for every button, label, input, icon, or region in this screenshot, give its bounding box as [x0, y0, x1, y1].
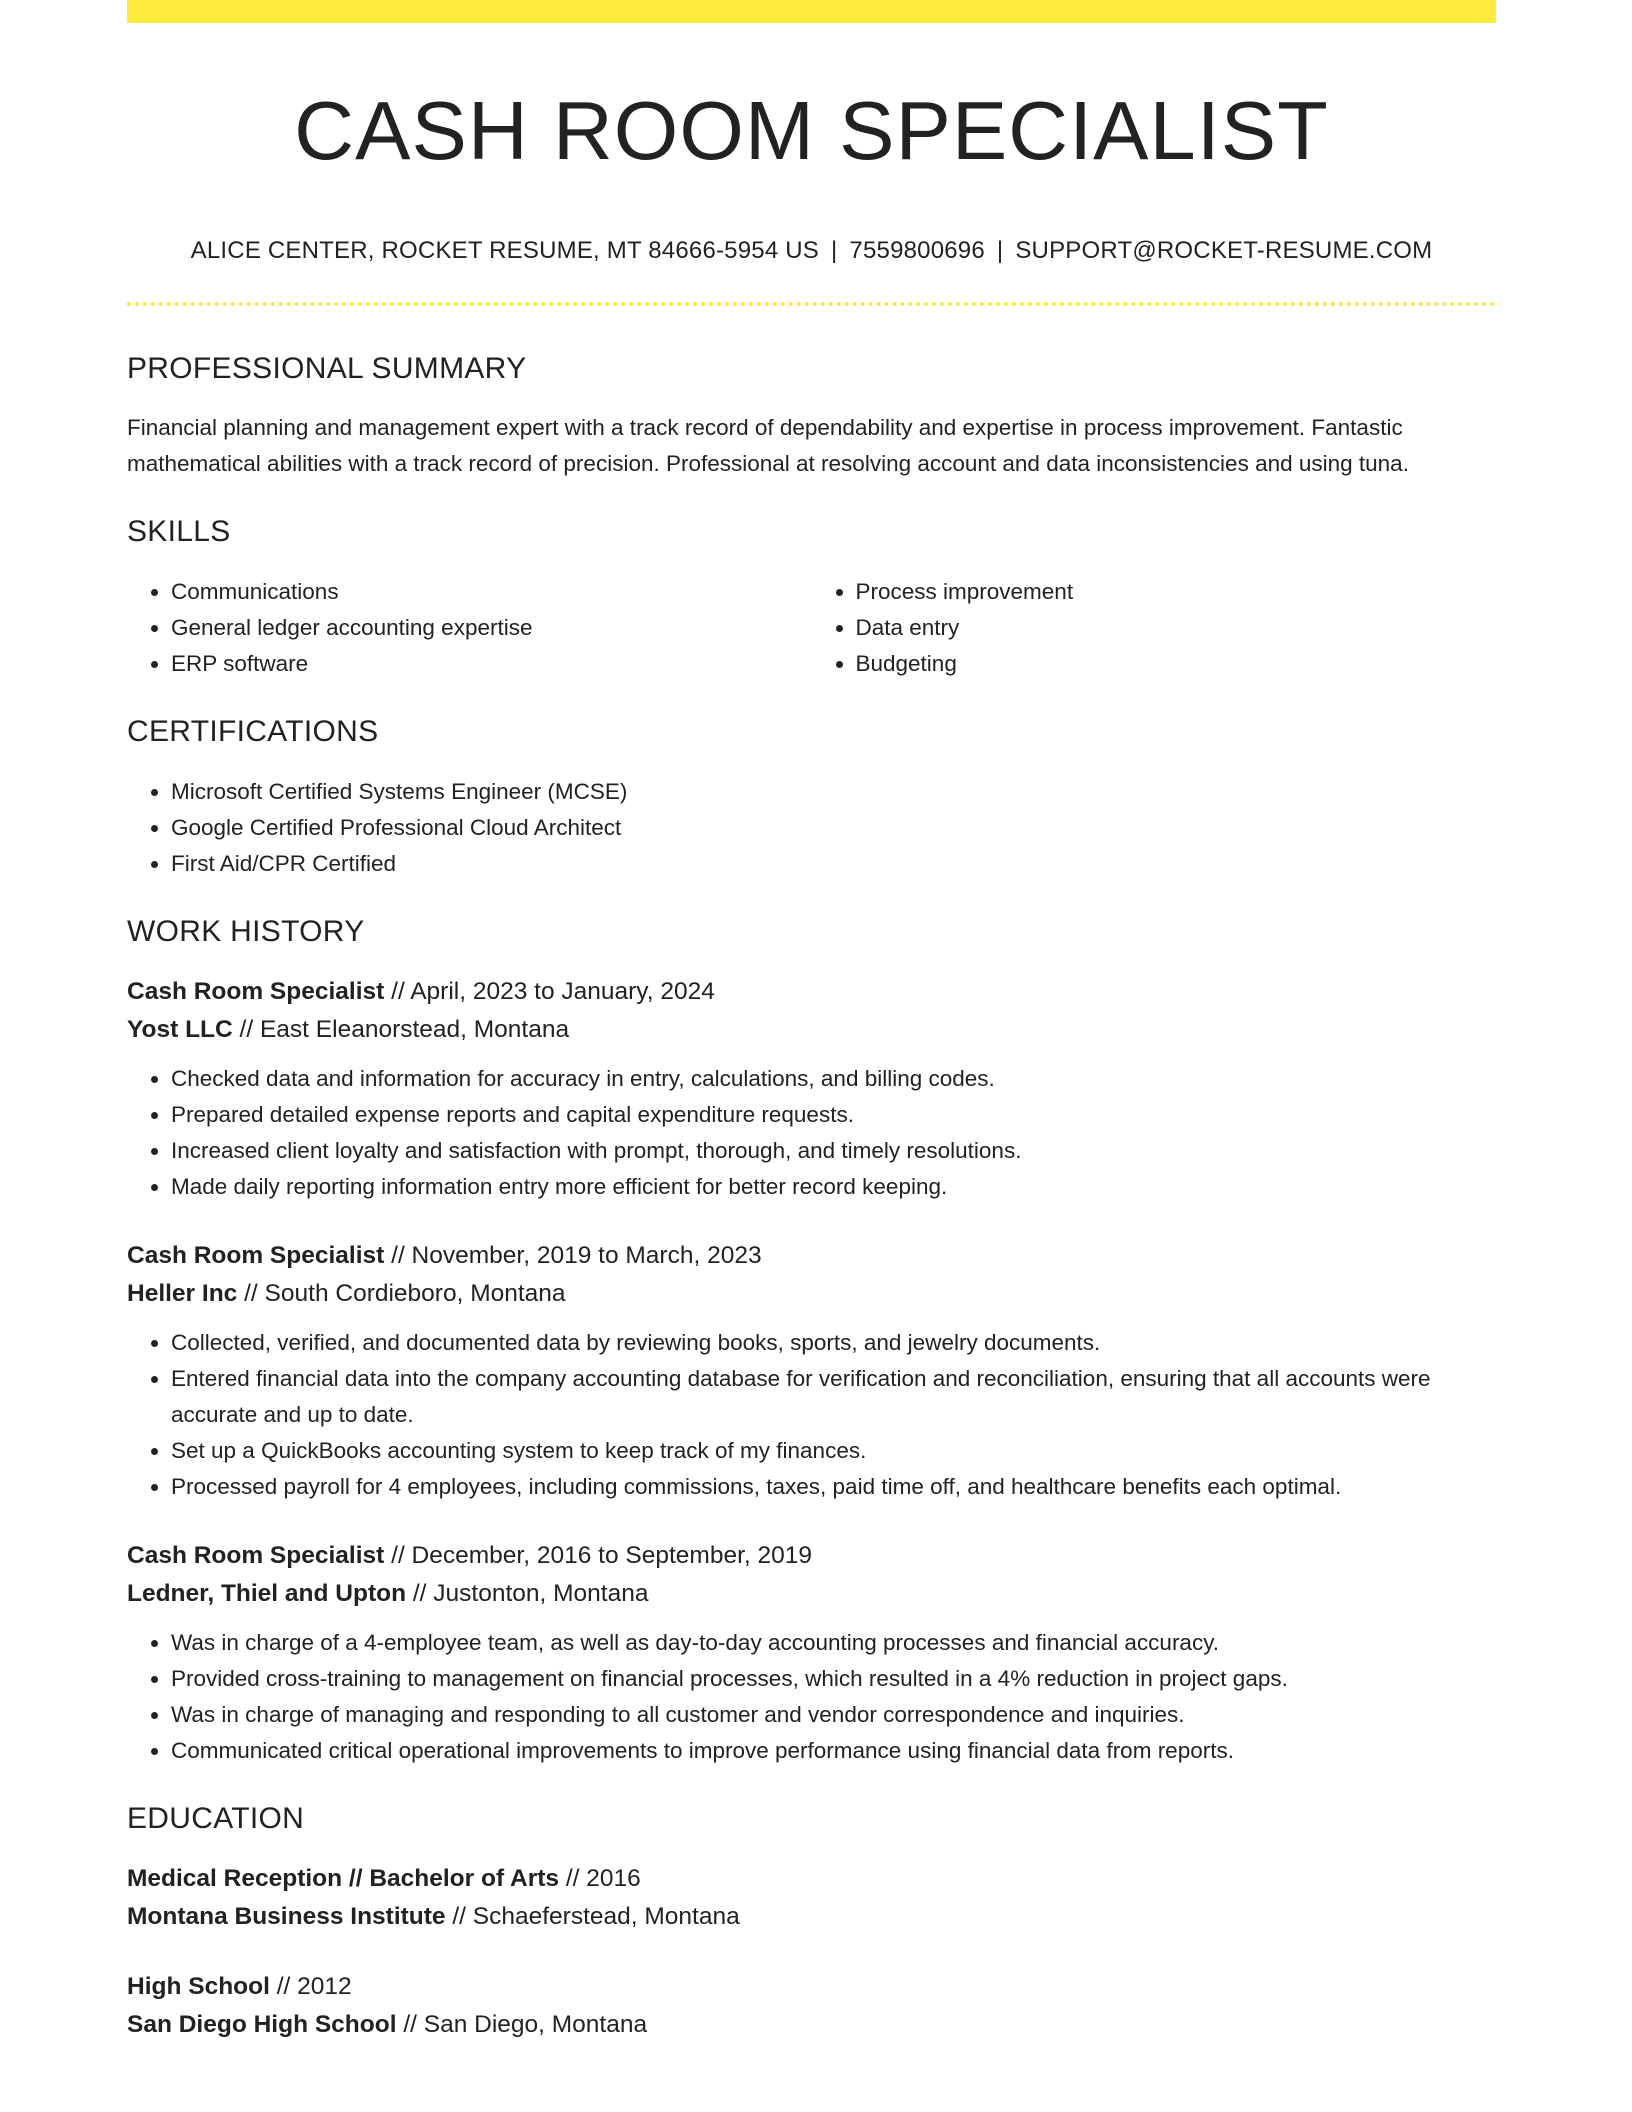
certification-item: • Google Certified Professional Cloud Architect: [171, 810, 1496, 846]
skills-columns: [127, 574, 1496, 682]
job-bullet: • Communicated critical operational improvements to improve performance using financial data from reports.: [171, 1733, 1496, 1769]
job-bullet: • Checked data and information for accuracy in entry, calculations, and billing codes.: [171, 1061, 1496, 1097]
education-school: Montana Business Institute: [127, 1903, 446, 1930]
job-bullet: • Was in charge of a 4-employee team, as well as day-to-day accounting processes and financial accuracy.: [171, 1625, 1496, 1661]
job-company: Yost LLC: [127, 1016, 233, 1043]
contact-phone: 7559800696: [849, 237, 985, 264]
job-bullet: • Provided cross-training to management on financial processes, which resulted in a 4% reduction in project gaps.: [171, 1661, 1496, 1697]
summary-text: Financial planning and management expert with a track record of dependability and expertise in process improvement. Fantastic mathematical abilities with a track record of precision. Professional at resolving account and data inconsistencies and using tuna.: [127, 415, 1409, 476]
skill-item: • Data entry: [856, 610, 1497, 646]
education-entry: [127, 1968, 1496, 2044]
job-company: Heller Inc: [127, 1280, 238, 1307]
section-heading-skills: SKILLS: [127, 515, 231, 548]
section-heading-certifications: CERTIFICATIONS: [127, 715, 379, 748]
section-heading-work-history: WORK HISTORY: [127, 915, 365, 948]
job-bullets: [127, 1061, 1496, 1205]
section-heading-summary: PROFESSIONAL SUMMARY: [127, 352, 527, 385]
job-bullets: [127, 1325, 1496, 1505]
resume-body: [127, 0, 1496, 2044]
header-divider: [127, 302, 1496, 306]
contact-line: [127, 236, 1496, 266]
job-title: Cash Room Specialist: [127, 1542, 385, 1569]
education-school-line: [127, 2006, 1496, 2044]
summary-section: [127, 351, 1496, 482]
job-bullet: • Was in charge of managing and responding to all customer and vendor correspondence and inquiries.: [171, 1697, 1496, 1733]
skill-item: • Process improvement: [856, 574, 1497, 610]
job-bullet: • Entered financial data into the company accounting database for verification and reconciliation, ensuring that all accounts were accurate and up to date.: [171, 1361, 1496, 1433]
certification-item: • First Aid/CPR Certified: [171, 846, 1496, 882]
job-location: // East Eleanorstead, Montana: [239, 1016, 570, 1043]
education-section: [127, 1801, 1496, 2044]
education-location: // San Diego, Montana: [403, 2011, 648, 2038]
contact-separator: |: [996, 237, 1004, 264]
education-year: // 2016: [565, 1865, 641, 1892]
job-dates: // November, 2019 to March, 2023: [391, 1242, 762, 1269]
education-entry: [127, 1860, 1496, 1936]
certifications-list: [127, 774, 1496, 882]
job-bullet: • Set up a QuickBooks accounting system to keep track of my finances.: [171, 1433, 1496, 1469]
education-location: // Schaeferstead, Montana: [452, 1903, 740, 1930]
education-degree-line: [127, 1860, 1496, 1898]
skill-item: • General ledger accounting expertise: [171, 610, 812, 646]
job-bullet: • Made daily reporting information entry more efficient for better record keeping.: [171, 1169, 1496, 1205]
job-title-line: [127, 1537, 1496, 1575]
education-degree-line: [127, 1968, 1496, 2006]
job-entry: [127, 1237, 1496, 1505]
education-school: San Diego High School: [127, 2011, 397, 2038]
job-title-line: [127, 1237, 1496, 1275]
education-school-line: [127, 1898, 1496, 1936]
job-bullet: • Prepared detailed expense reports and capital expenditure requests.: [171, 1097, 1496, 1133]
job-title-line: [127, 973, 1496, 1011]
skills-section: [127, 514, 1496, 682]
skills-list-left: [127, 574, 812, 682]
job-company: Ledner, Thiel and Upton: [127, 1580, 407, 1607]
section-heading-education: EDUCATION: [127, 1802, 305, 1835]
job-entry: [127, 973, 1496, 1205]
certification-item: • Microsoft Certified Systems Engineer (MCSE): [171, 774, 1496, 810]
contact-email: SUPPORT@ROCKET-RESUME.COM: [1015, 237, 1433, 264]
skill-item: • ERP software: [171, 646, 812, 682]
certifications-section: [127, 714, 1496, 882]
job-location: // South Cordieboro, Montana: [244, 1280, 566, 1307]
work-history-section: [127, 914, 1496, 1769]
education-degree: Medical Reception // Bachelor of Arts: [127, 1865, 560, 1892]
job-company-line: [127, 1575, 1496, 1613]
job-dates: // April, 2023 to January, 2024: [391, 978, 715, 1005]
resume-title: CASH ROOM SPECIALIST: [294, 84, 1329, 177]
job-dates: // December, 2016 to September, 2019: [391, 1542, 812, 1569]
job-company-line: [127, 1011, 1496, 1049]
skill-item: • Communications: [171, 574, 812, 610]
job-bullet: • Collected, verified, and documented data by reviewing books, sports, and jewelry documents.: [171, 1325, 1496, 1361]
job-title: Cash Room Specialist: [127, 978, 385, 1005]
education-degree: High School: [127, 1973, 270, 2000]
job-bullet: • Processed payroll for 4 employees, including commissions, taxes, paid time off, and healthcare benefits each optimal.: [171, 1469, 1496, 1505]
job-bullets: [127, 1625, 1496, 1769]
contact-address: ALICE CENTER, ROCKET RESUME, MT 84666-5954 US: [190, 237, 819, 264]
job-company-line: [127, 1275, 1496, 1313]
contact-separator: |: [830, 237, 838, 264]
skills-list-right: [812, 574, 1497, 682]
job-title: Cash Room Specialist: [127, 1242, 385, 1269]
job-location: // Justonton, Montana: [412, 1580, 649, 1607]
skill-item: • Budgeting: [856, 646, 1497, 682]
education-year: // 2012: [276, 1973, 352, 2000]
job-entry: [127, 1537, 1496, 1769]
job-bullet: • Increased client loyalty and satisfaction with prompt, thorough, and timely resolutions.: [171, 1133, 1496, 1169]
